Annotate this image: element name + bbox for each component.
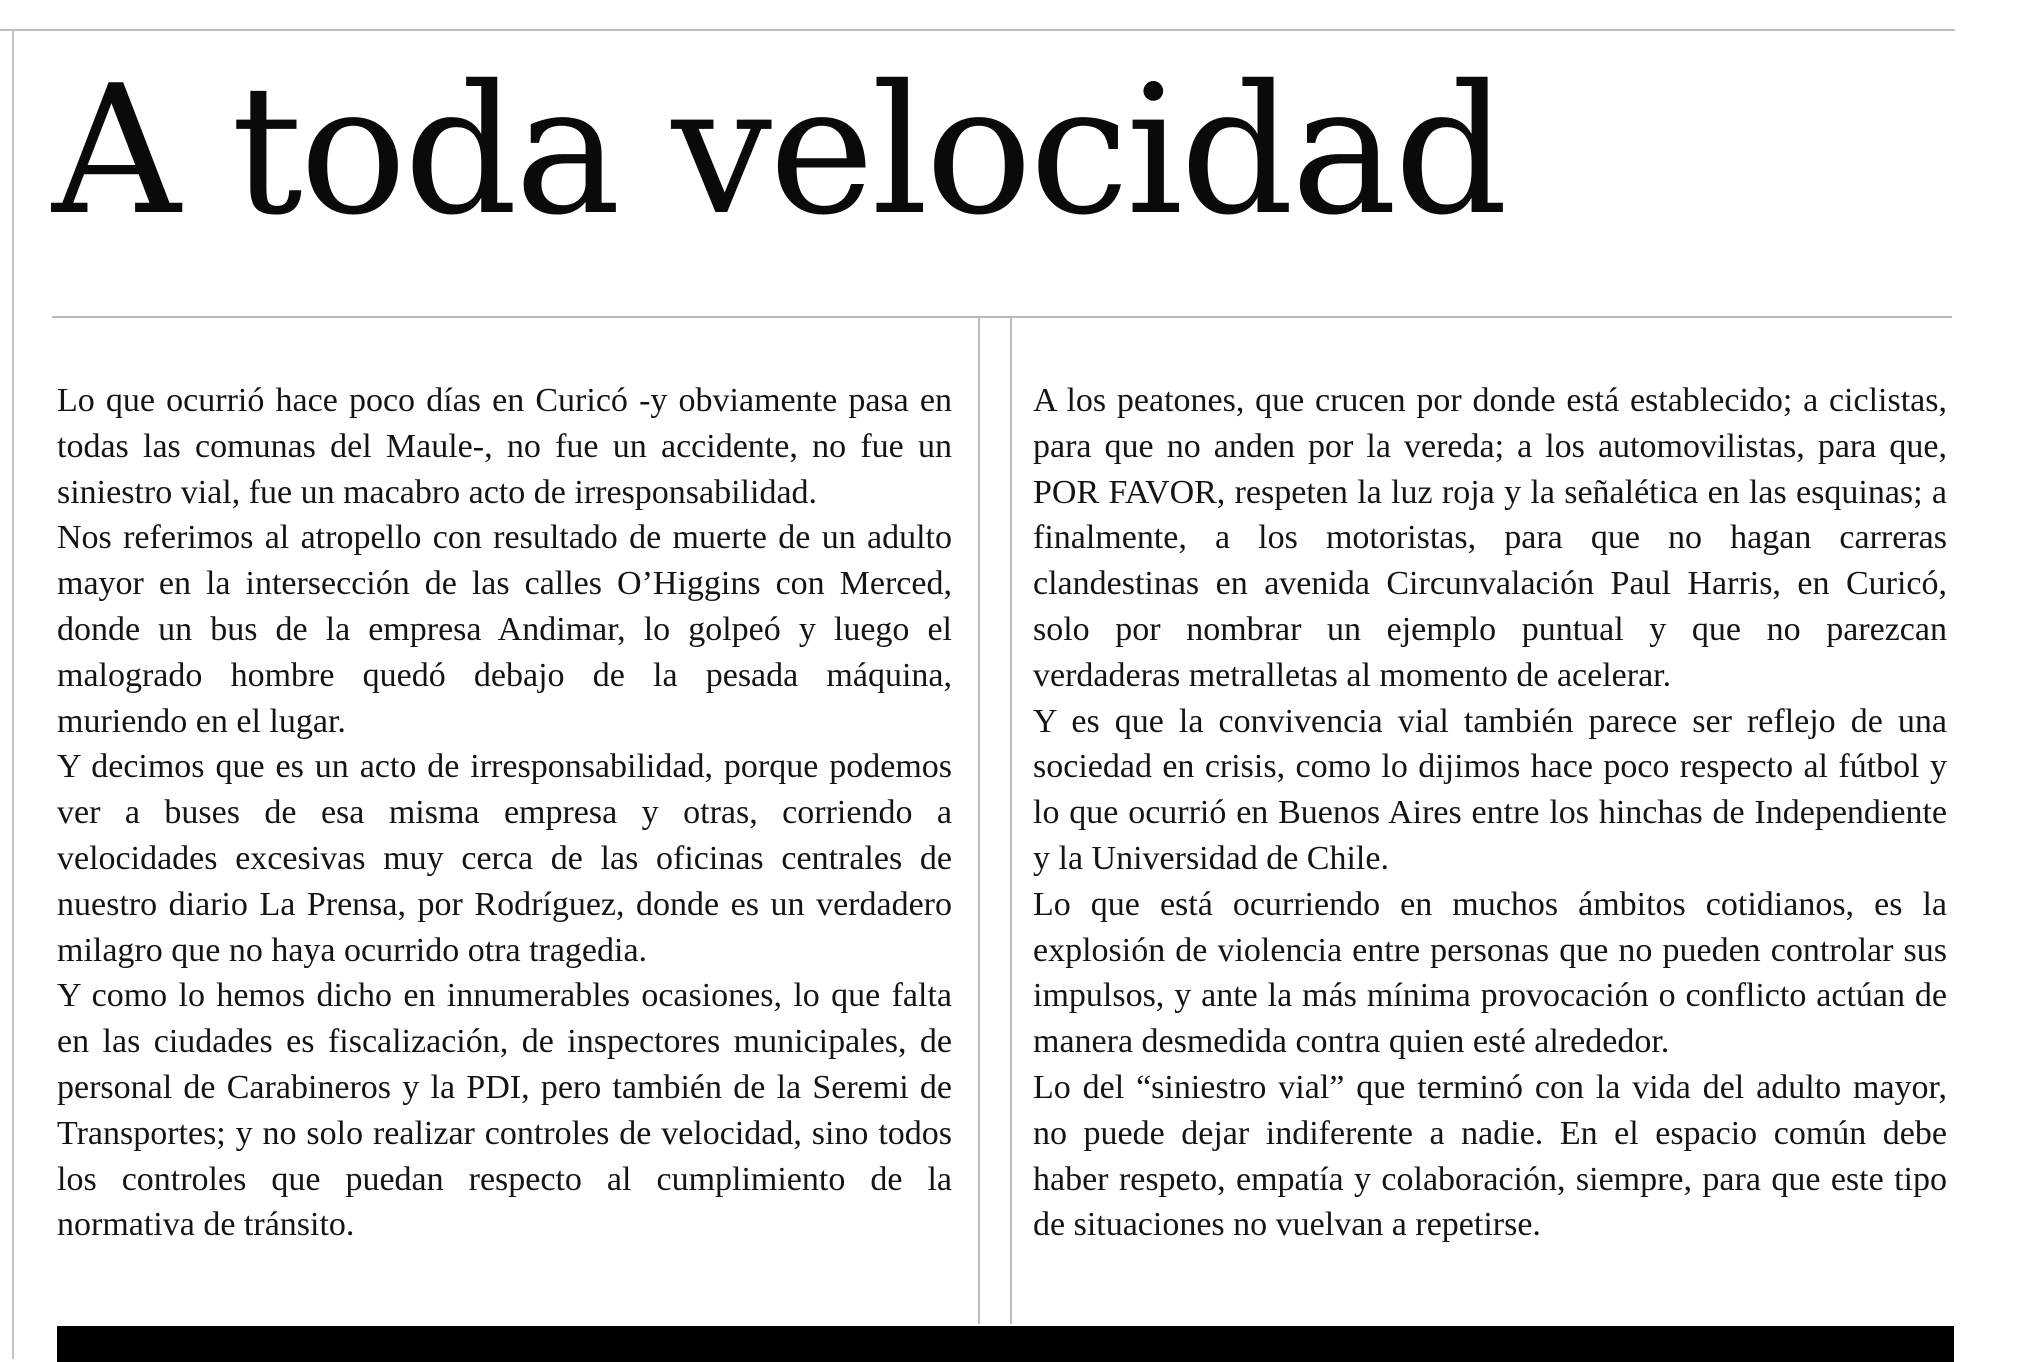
title-divider	[52, 316, 1952, 318]
article-title: A toda velocidad	[52, 47, 1506, 254]
column-divider-left	[978, 318, 980, 1324]
paragraph: Lo que ocurrió hace poco días en Curicó -y obviamente pasa en todas las comunas del Maule-, no fue un accidente, no fue un siniestro vial, fue un macabro acto de irresponsabilidad.	[57, 382, 952, 511]
column-divider-right	[1010, 318, 1012, 1324]
paragraph: Y decimos que es un acto de irresponsabilidad, porque podemos ver a buses de esa misma empresa y otras, corriendo a velocidades excesivas muy cerca de las oficinas centrales de nuestro diario La Prensa, por Rodríguez, donde es un verdadero milagro que no haya ocurrido otra tragedia.	[57, 748, 952, 969]
left-margin-rule	[12, 29, 14, 1359]
paragraph: Nos referimos al atropello con resultado de muerte de un adulto mayor en la intersección de las calles O’Higgins con Merced, donde un bus de la empresa Andimar, lo golpeó y luego el malogrado hombre quedó debajo de la pesada máquina, muriendo en el lugar.	[57, 519, 952, 740]
bottom-bar	[57, 1326, 1954, 1362]
paragraph: A los peatones, que crucen por donde está establecido; a ciclistas, para que no anden por la vereda; a los automovilistas, para que, POR FAVOR, respeten la luz roja y la señalética en las esquinas; a finalmente, a los motoristas, para que no hagan carreras clandestinas en avenida Circunvalación Paul Harris, en Curicó, solo por nombrar un ejemplo puntual y que no parezcan verdaderas metralletas al momento de acelerar.	[1033, 382, 1947, 694]
top-rule	[0, 29, 1955, 31]
paragraph: Lo que está ocurriendo en muchos ámbitos cotidianos, es la explosión de violencia entre personas que no pueden controlar sus impulsos, y ante la más mínima provocación o conflicto actúan de manera desmedida contra quien esté alrededor.	[1033, 885, 1947, 1061]
paragraph: Lo del “siniestro vial” que terminó con la vida del adulto mayor, no puede dejar indiferente a nadie. En el espacio común debe haber respeto, empatía y colaboración, siempre, para que este tipo de situaciones no vuelvan a repetirse.	[1033, 1068, 1947, 1244]
article-column-left	[57, 378, 952, 1248]
paragraph: Y es que la convivencia vial también parece ser reflejo de una sociedad en crisis, como lo dijimos hace poco respecto al fútbol y lo que ocurrió en Buenos Aires entre los hinchas de Independiente y la Universidad de Chile.	[1033, 702, 1947, 877]
article-column-right	[1033, 378, 1947, 1248]
paragraph: Y como lo hemos dicho en innumerables ocasiones, lo que falta en las ciudades es fiscalización, de inspectores municipales, de personal de Carabineros y la PDI, pero también de la Seremi de Transportes; y no solo realizar controles de velocidad, sino todos los controles que puedan respecto al cumplimiento de la normativa de tránsito.	[57, 977, 952, 1244]
